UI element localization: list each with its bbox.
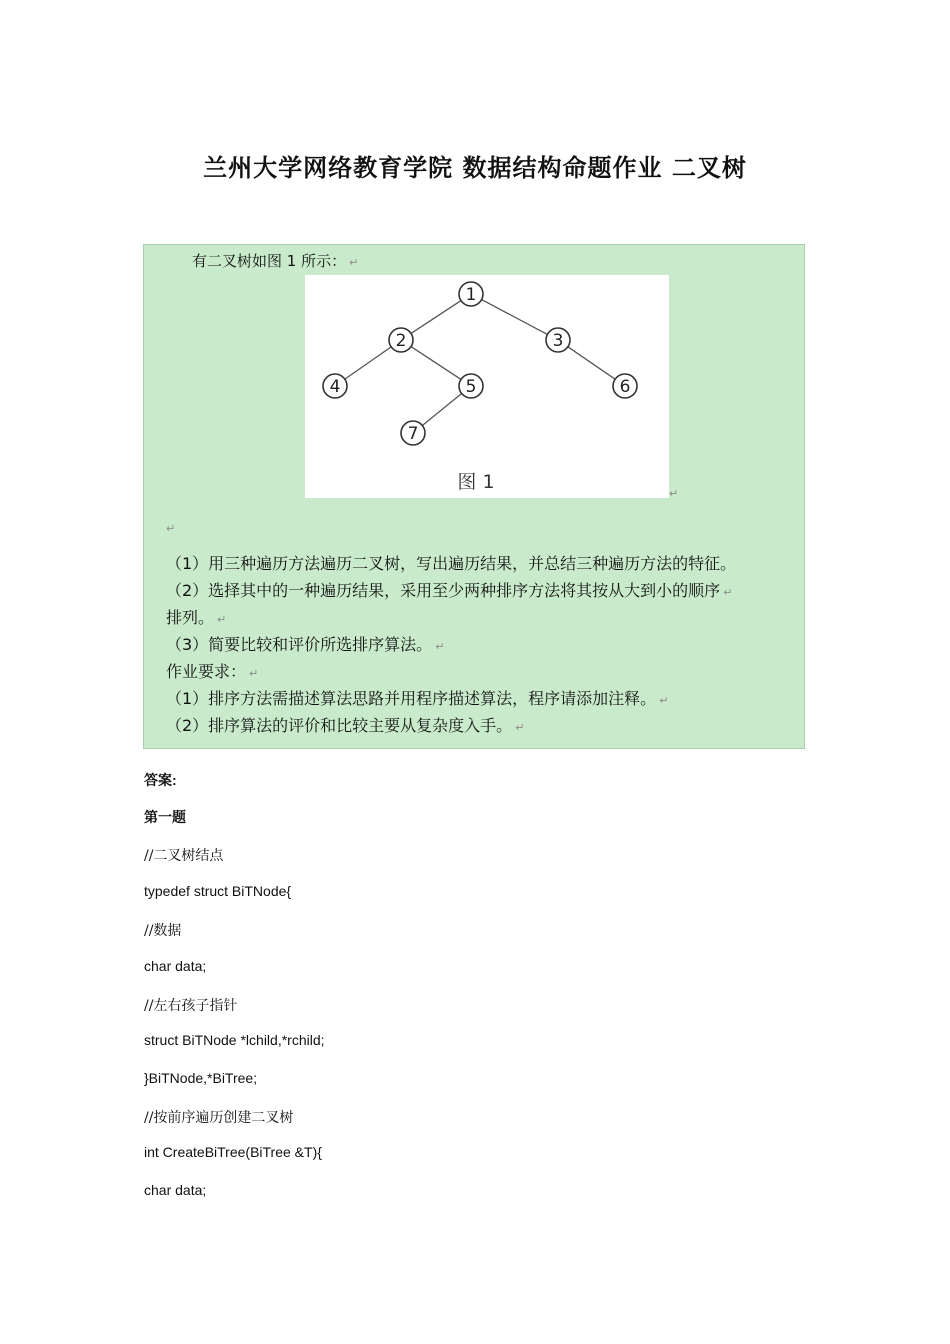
requirement-2: （2）排序算法的评价和比较主要从复杂度入手。 ↵ <box>166 716 525 735</box>
tree-node-label: 1 <box>465 285 477 305</box>
paragraph-mark-icon: ↵ <box>217 613 227 626</box>
answer-heading: 答案: <box>144 772 177 788</box>
question-2-continued: 排列。 ↵ <box>166 608 227 627</box>
tree-node-label: 7 <box>407 424 419 444</box>
paragraph-mark-icon: ↵ <box>435 640 445 653</box>
question-2: （2）选择其中的一种遍历结果，采用至少两种排序方法将其按从大到小的顺序 ↵ <box>166 581 733 600</box>
code-line: char data; <box>144 1182 207 1198</box>
tree-node-label: 4 <box>329 377 341 397</box>
question-1: （1）用三种遍历方法遍历二叉树，写出遍历结果，并总结三种遍历方法的特征。 <box>166 554 737 573</box>
code-comment: //二叉树结点 <box>144 848 224 864</box>
paragraph-mark-icon: ↵ <box>659 694 669 707</box>
tree-edge-5-7 <box>422 394 461 426</box>
tree-edge-1-3 <box>482 300 548 335</box>
requirements-heading: 作业要求： ↵ <box>166 662 259 681</box>
section-heading-1: 第一题 <box>144 809 186 825</box>
binary-tree-figure <box>305 275 669 498</box>
intro-text: 有二叉树如图 1 所示： ↵ <box>192 252 359 270</box>
paragraph-mark-icon: ↵ <box>515 721 525 734</box>
tree-node-label: 5 <box>465 377 477 397</box>
paragraph-mark-icon: ↵ <box>723 586 733 599</box>
code-comment: //数据 <box>144 923 182 939</box>
binary-tree-diagram <box>305 275 669 498</box>
assignment-box <box>143 244 805 749</box>
code-line: int CreateBiTree(BiTree &T){ <box>144 1144 322 1160</box>
tree-edge-3-6 <box>568 347 615 379</box>
paragraph-mark-icon: ↵ <box>249 667 259 680</box>
question-3: （3）简要比较和评价所选排序算法。 ↵ <box>166 635 445 654</box>
tree-node-label: 2 <box>395 331 407 351</box>
paragraph-mark-icon: ↵ <box>349 256 359 269</box>
code-comment: //左右孩子指针 <box>144 998 238 1014</box>
code-comment: //按前序遍历创建二叉树 <box>144 1110 294 1126</box>
tree-edge-1-2 <box>411 301 461 334</box>
tree-node-label: 6 <box>619 377 631 397</box>
code-line: typedef struct BiTNode{ <box>144 883 292 899</box>
empty-paragraph-mark-icon: ↵ <box>166 522 176 535</box>
requirement-1: （1）排序方法需描述算法思路并用程序描述算法，程序请添加注释。 ↵ <box>166 689 669 708</box>
tree-node-label: 3 <box>552 331 564 351</box>
document-title: 兰州大学网络教育学院 数据结构命题作业 二叉树 <box>203 153 747 182</box>
tree-edge-2-4 <box>345 347 391 379</box>
figure-paragraph-mark-icon: ↵ <box>669 487 679 500</box>
code-line: struct BiTNode *lchild,*rchild; <box>144 1032 325 1048</box>
tree-edge-2-5 <box>411 347 461 380</box>
code-line: char data; <box>144 958 207 974</box>
figure-caption: 图 1 <box>457 471 495 493</box>
code-line: }BiTNode,*BiTree; <box>144 1070 258 1086</box>
